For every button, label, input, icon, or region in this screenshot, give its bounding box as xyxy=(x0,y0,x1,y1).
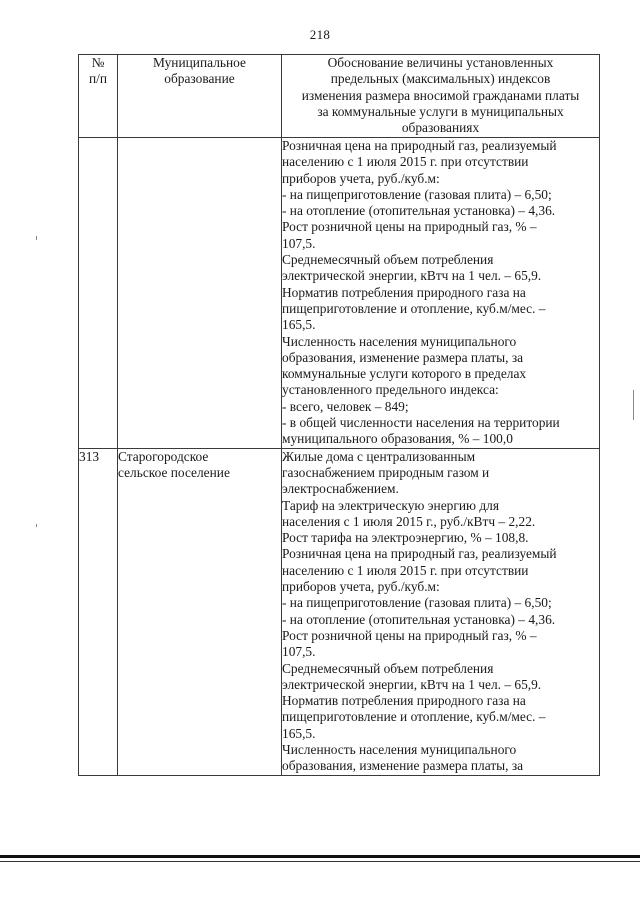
justification-table xyxy=(78,54,600,776)
header-num-line: п/п xyxy=(88,71,108,87)
header-municipality xyxy=(118,55,282,138)
justification-line: Розничная цена на природный газ, реализуемый xyxy=(282,546,557,562)
justification-line: 165,5. xyxy=(282,725,316,741)
scan-artifact xyxy=(633,390,634,420)
justification-line: Жилые дома с централизованным xyxy=(282,448,476,464)
header-justification-line: изменения размера вносимой гражданами платы xyxy=(301,87,580,103)
justification-line: Численность населения муниципального xyxy=(282,333,517,349)
justification-line: образования, изменение размера платы, за xyxy=(282,758,524,774)
header-justification-line: образованиях xyxy=(401,120,480,136)
table-row xyxy=(79,448,600,775)
justification-line: приборов учета, руб./куб.м: xyxy=(282,579,440,595)
justification-line: электрической энергии, кВтч на 1 чел. – 65,9. xyxy=(282,268,542,284)
justification-line: Норматив потребления природного газа на xyxy=(282,284,526,300)
justification-line: Рост розничной цены на природный газ, % – xyxy=(282,219,537,235)
scan-artifact xyxy=(36,524,37,527)
justification-line: Рост тарифа на электроэнергию, % – 108,8. xyxy=(282,530,529,546)
justification-line: населению с 1 июля 2015 г. при отсутствии xyxy=(282,562,529,578)
justification-line: Численность населения муниципального xyxy=(282,741,517,757)
justification-line: 165,5. xyxy=(282,317,316,333)
justification-line: электроснабжением. xyxy=(282,481,399,497)
header-municipality-line: образование xyxy=(164,71,235,87)
table-header-row xyxy=(79,55,600,138)
header-justification-line: за коммунальные услуги в муниципальных xyxy=(317,103,564,119)
header-num-line: № xyxy=(91,55,105,70)
row-municipality-cell xyxy=(118,138,282,449)
justification-line: коммунальные услуги которого в пределах xyxy=(282,366,527,382)
scan-artifact xyxy=(36,236,37,240)
municipality-line: сельское поселение xyxy=(118,464,230,480)
page-bottom-rule xyxy=(0,855,640,858)
justification-line: пищеприготовление и отопление, куб.м/мес. – xyxy=(282,709,546,725)
header-justification xyxy=(282,55,600,138)
row-num-cell: 313 xyxy=(79,448,118,775)
justification-line: - на отопление (отопительная установка) – 4,36. xyxy=(282,203,556,219)
justification-line: электрической энергии, кВтч на 1 чел. – 65,9. xyxy=(282,676,542,692)
justification-line: образования, изменение размера платы, за xyxy=(282,349,524,365)
page-number: 218 xyxy=(309,27,331,42)
header-justification-line: предельных (максимальных) индексов xyxy=(330,71,551,87)
justification-line: Норматив потребления природного газа на xyxy=(282,693,526,709)
justification-line: - на пищеприготовление (газовая плита) – 6,50; xyxy=(282,595,552,611)
justification-line: установленного предельного индекса: xyxy=(282,382,499,398)
header-num xyxy=(79,55,118,138)
justification-line: Среднемесячный объем потребления xyxy=(282,252,494,268)
justification-line: муниципального образования, % – 100,0 xyxy=(282,431,513,447)
justification-line: 107,5. xyxy=(282,235,316,251)
header-justification-line: Обоснование величины установленных xyxy=(327,55,554,70)
justification-line: Тариф на электрическую энергию для xyxy=(282,497,500,513)
header-municipality-line: Муниципальное xyxy=(153,55,246,70)
justification-line: Рост розничной цены на природный газ, % – xyxy=(282,627,537,643)
justification-line: Среднемесячный объем потребления xyxy=(282,660,494,676)
justification-line: газоснабжением природным газом и xyxy=(282,464,490,480)
page-bottom-rule-thin xyxy=(0,861,640,862)
municipality-line: Старогородское xyxy=(118,448,209,464)
justification-line: - всего, человек – 849; xyxy=(282,398,409,414)
justification-line: Розничная цена на природный газ, реализуемый xyxy=(282,138,557,153)
justification-line: приборов учета, руб./куб.м: xyxy=(282,170,440,186)
row-num-cell xyxy=(79,138,118,449)
justification-line: населения с 1 июля 2015 г., руб./кВтч – 2,22. xyxy=(282,513,536,529)
justification-line: пищеприготовление и отопление, куб.м/мес. – xyxy=(282,300,546,316)
justification-line: - на пищеприготовление (газовая плита) – 6,50; xyxy=(282,186,552,202)
justification-line: - в общей численности населения на территории xyxy=(282,415,560,431)
row-justification-cell xyxy=(282,138,600,449)
row-municipality-cell xyxy=(118,448,282,775)
justification-line: населению с 1 июля 2015 г. при отсутствии xyxy=(282,154,529,170)
justification-line: - на отопление (отопительная установка) – 4,36. xyxy=(282,611,556,627)
justification-line: 107,5. xyxy=(282,644,316,660)
table-row xyxy=(79,138,600,449)
row-justification-cell xyxy=(282,448,600,775)
